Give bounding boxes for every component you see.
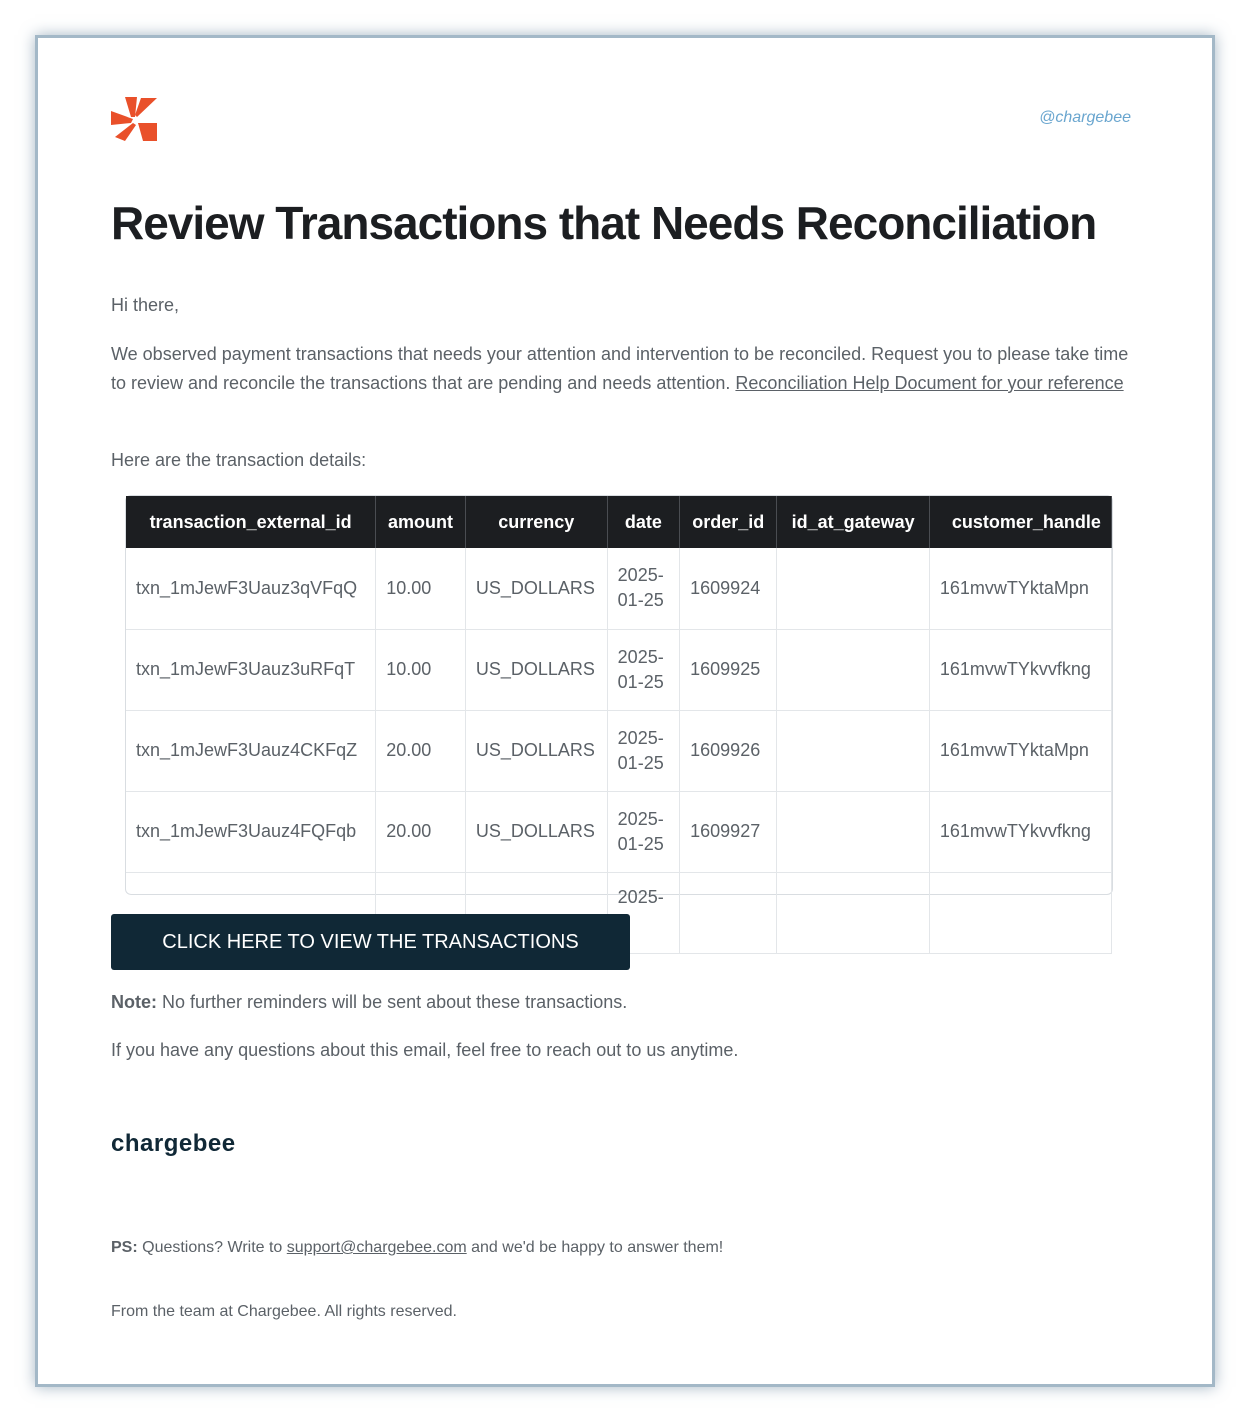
table-cell: 2025-01-25 <box>607 548 679 629</box>
table-cell: txn_1mJewF3Uauz4CKFqZ <box>126 710 376 791</box>
column-header: amount <box>376 496 466 548</box>
help-document-link[interactable]: Reconciliation Help Document for your reference <box>735 373 1124 393</box>
social-handle-link[interactable]: @chargebee <box>1039 109 1131 126</box>
table-cell: txn_1mJewF3Uauz3uRFqT <box>126 629 376 710</box>
table-cell <box>777 872 930 953</box>
table-cell: 1609924 <box>680 548 777 629</box>
greeting-text: Hi there, <box>111 295 180 315</box>
chargebee-wordmark: chargebee <box>111 1130 236 1157</box>
details-intro-text: Here are the transaction details: <box>111 450 367 470</box>
table-row <box>126 791 1112 872</box>
transactions-table <box>126 496 1112 954</box>
transactions-table-container[interactable] <box>125 495 1113 907</box>
column-header: currency <box>465 496 607 548</box>
footer-text: From the team at Chargebee. All rights reserved. <box>111 1303 457 1320</box>
table-cell: 10.00 <box>376 548 466 629</box>
table-cell: 2025-01-25 <box>607 629 679 710</box>
column-header: transaction_external_id <box>126 496 376 548</box>
note-paragraph <box>111 988 627 1017</box>
table-cell: 20.00 <box>376 791 466 872</box>
table-cell: 1609927 <box>680 791 777 872</box>
table-row <box>126 629 1112 710</box>
table-cell: US_DOLLARS <box>465 710 607 791</box>
ps-text-after: and we'd be happy to answer them! <box>466 1239 724 1256</box>
column-header: id_at_gateway <box>777 496 930 548</box>
table-cell <box>777 710 930 791</box>
questions-text: If you have any questions about this email, feel free to reach out to us anytime. <box>111 1040 739 1060</box>
table-cell <box>680 872 777 953</box>
table-cell: 1609926 <box>680 710 777 791</box>
table-row <box>126 710 1112 791</box>
table-cell: 2025-01-25 <box>607 710 679 791</box>
table-cell: 161mvwTYkvvfkng <box>929 791 1111 872</box>
table-row <box>126 548 1112 629</box>
page-title: Review Transactions that Needs Reconciliation <box>111 197 1097 249</box>
intro-text: We observed payment transactions that needs your attention and intervention to be reconciled. Request you to please take time to review and reconcile the transactions that are pending and needs attention. <box>111 344 1129 393</box>
ps-paragraph <box>111 1233 723 1262</box>
table-cell: 161mvwTYktaMpn <box>929 710 1111 791</box>
chargebee-logo-icon <box>111 95 159 143</box>
email-frame <box>35 35 1215 1387</box>
table-cell: US_DOLLARS <box>465 791 607 872</box>
ps-text-before: Questions? Write to <box>137 1239 287 1256</box>
note-text: No further reminders will be sent about these transactions. <box>157 992 628 1012</box>
table-cell <box>777 791 930 872</box>
table-cell: 1609925 <box>680 629 777 710</box>
table-cell <box>929 872 1111 953</box>
column-header: order_id <box>680 496 777 548</box>
support-email-link[interactable]: support@chargebee.com <box>286 1239 467 1256</box>
table-cell <box>777 629 930 710</box>
intro-paragraph <box>111 340 1131 398</box>
table-cell: txn_1mJewF3Uauz3qVFqQ <box>126 548 376 629</box>
table-cell: 2025- <box>607 872 679 953</box>
table-cell: 2025-01-25 <box>607 791 679 872</box>
view-transactions-button[interactable]: CLICK HERE TO VIEW THE TRANSACTIONS <box>111 914 630 970</box>
table-cell: 20.00 <box>376 710 466 791</box>
table-cell: US_DOLLARS <box>465 548 607 629</box>
table-header-row <box>126 496 1112 548</box>
table-cell: 161mvwTYkvvfkng <box>929 629 1111 710</box>
table-cell: US_DOLLARS <box>465 629 607 710</box>
table-cell: txn_1mJewF3Uauz4FQFqb <box>126 791 376 872</box>
column-header: date <box>607 496 679 548</box>
table-cell: 10.00 <box>376 629 466 710</box>
table-cell: 161mvwTYktaMpn <box>929 548 1111 629</box>
table-cell <box>777 548 930 629</box>
column-header: customer_handle <box>929 496 1111 548</box>
ps-label: PS: <box>111 1239 138 1256</box>
email-header <box>111 95 1131 147</box>
note-label: Note: <box>111 992 157 1012</box>
